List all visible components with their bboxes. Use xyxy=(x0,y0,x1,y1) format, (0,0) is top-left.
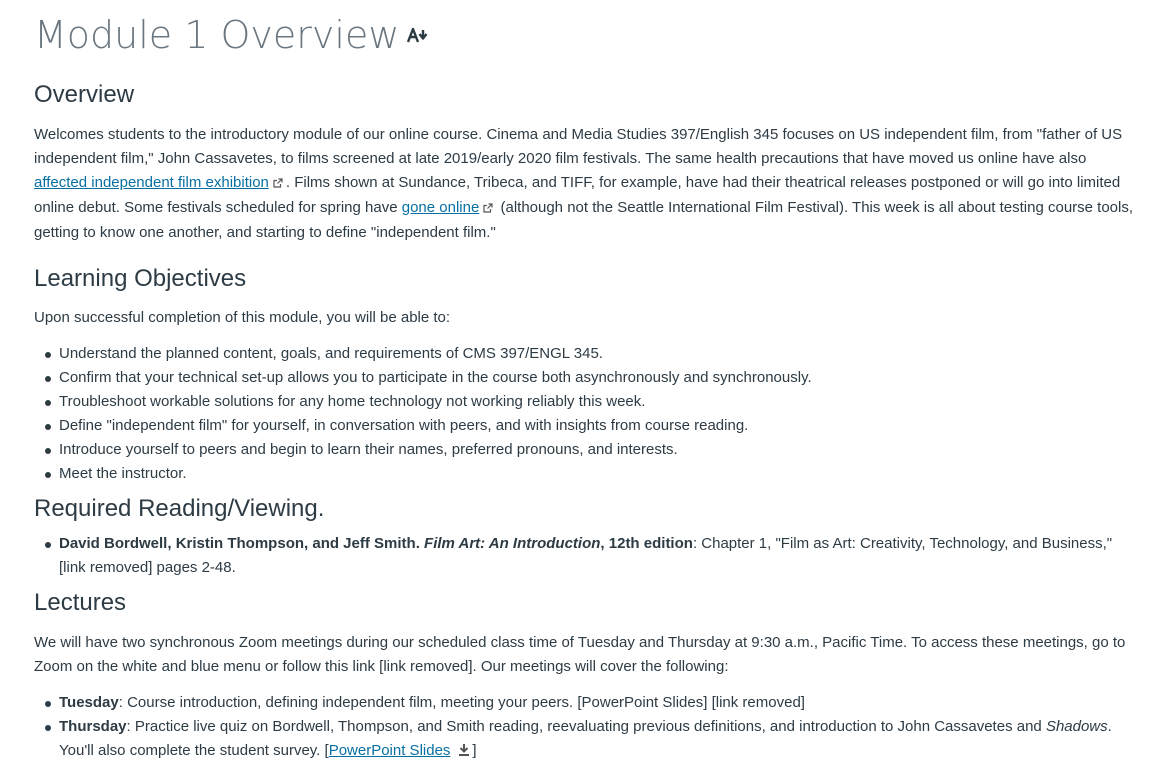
external-link-icon xyxy=(483,197,493,221)
lectures-list xyxy=(34,691,1136,764)
reading-list xyxy=(34,532,1136,580)
overview-heading: Overview xyxy=(34,81,135,108)
list-item: Understand the planned content, goals, and requirements of CMS 397/ENGL 345. xyxy=(59,342,1136,366)
objectives-heading: Learning Objectives xyxy=(34,265,247,292)
lectures-heading: Lectures xyxy=(34,589,127,616)
tuesday-label: Tuesday xyxy=(59,694,119,711)
reading-heading: Required Reading/Viewing. xyxy=(34,495,325,522)
overview-paragraph xyxy=(34,123,1136,245)
reading-edition: , 12th edition xyxy=(600,535,693,552)
objectives-intro: Upon successful completion of this module, you will be able to: xyxy=(34,309,451,326)
thursday-film: Shadows xyxy=(1045,718,1108,735)
list-item: Introduce yourself to peers and begin to learn their names, preferred pronouns, and interests. xyxy=(59,438,1136,462)
thursday-text-2: . You'll also complete the student survey. [ xyxy=(59,718,1112,759)
objectives-list xyxy=(34,342,1136,486)
thursday-label: Thursday xyxy=(59,718,127,735)
exhibition-link[interactable]: affected independent film exhibition xyxy=(34,174,269,191)
gone-online-link[interactable]: gone online xyxy=(401,199,480,216)
reading-authors: David Bordwell, Kristin Thompson, and Jeff Smith. xyxy=(59,535,425,552)
list-item xyxy=(59,691,1136,715)
download-icon[interactable] xyxy=(458,740,470,764)
closing-bracket: ] xyxy=(472,742,477,759)
list-item: Confirm that your technical set-up allows you to participate in the course both asynchronously and synchronously. xyxy=(59,366,1136,390)
powerpoint-slides-link[interactable]: PowerPoint Slides xyxy=(328,742,451,759)
overview-text-3: (although not the Seattle International Film Festival). This week is all about testing course tools, getting to know one another, and starting to define "independent film." xyxy=(34,199,1134,241)
accessibility-icon[interactable] xyxy=(407,26,429,44)
overview-text-2: . Films shown at Sundance, Tribeca, and TIFF, for example, have had their theatrical releases postponed or will go into limited online debut. Some festivals scheduled for spring have xyxy=(34,174,1121,216)
list-item xyxy=(59,715,1136,764)
overview-text-1: Welcomes students to the introductory module of our online course. Cinema and Media Studies 397/English 345 focuses on US independent film, from "father of US independent film," John Cassavetes, to films screened at late 2019/early 2020 film festivals. The same health precautions that have moved us online have also xyxy=(34,126,1123,167)
list-item: Troubleshoot workable solutions for any home technology not working reliably this week. xyxy=(59,390,1136,414)
tuesday-text: : Course introduction, defining independent film, meeting your peers. [PowerPoint Slides] [link removed] xyxy=(118,694,805,711)
page-title-row xyxy=(34,0,1136,60)
thursday-text: : Practice live quiz on Bordwell, Thompson, and Smith reading, reevaluating previous definitions, and introduction to John Cassavetes and xyxy=(126,718,1046,735)
lectures-intro: We will have two synchronous Zoom meetings during our scheduled class time of Tuesday and Thursday at 9:30 a.m., Pacific Time. To access these meetings, go to Zoom on the white and blue menu or follow this link [link removed]. Our meetings will cover the following: xyxy=(34,634,1126,675)
reading-book-title: Film Art: An Introduction xyxy=(424,535,601,552)
page-title: Module 1 Overview xyxy=(34,13,400,57)
external-link-icon xyxy=(273,172,283,196)
list-item: Define "independent film" for yourself, in conversation with peers, and with insights from course reading. xyxy=(59,414,1136,438)
reading-details: : Chapter 1, "Film as Art: Creativity, Technology, and Business," [link removed] pages 2-48. xyxy=(59,535,1113,576)
list-item: Meet the instructor. xyxy=(59,462,1136,486)
list-item xyxy=(59,532,1136,580)
